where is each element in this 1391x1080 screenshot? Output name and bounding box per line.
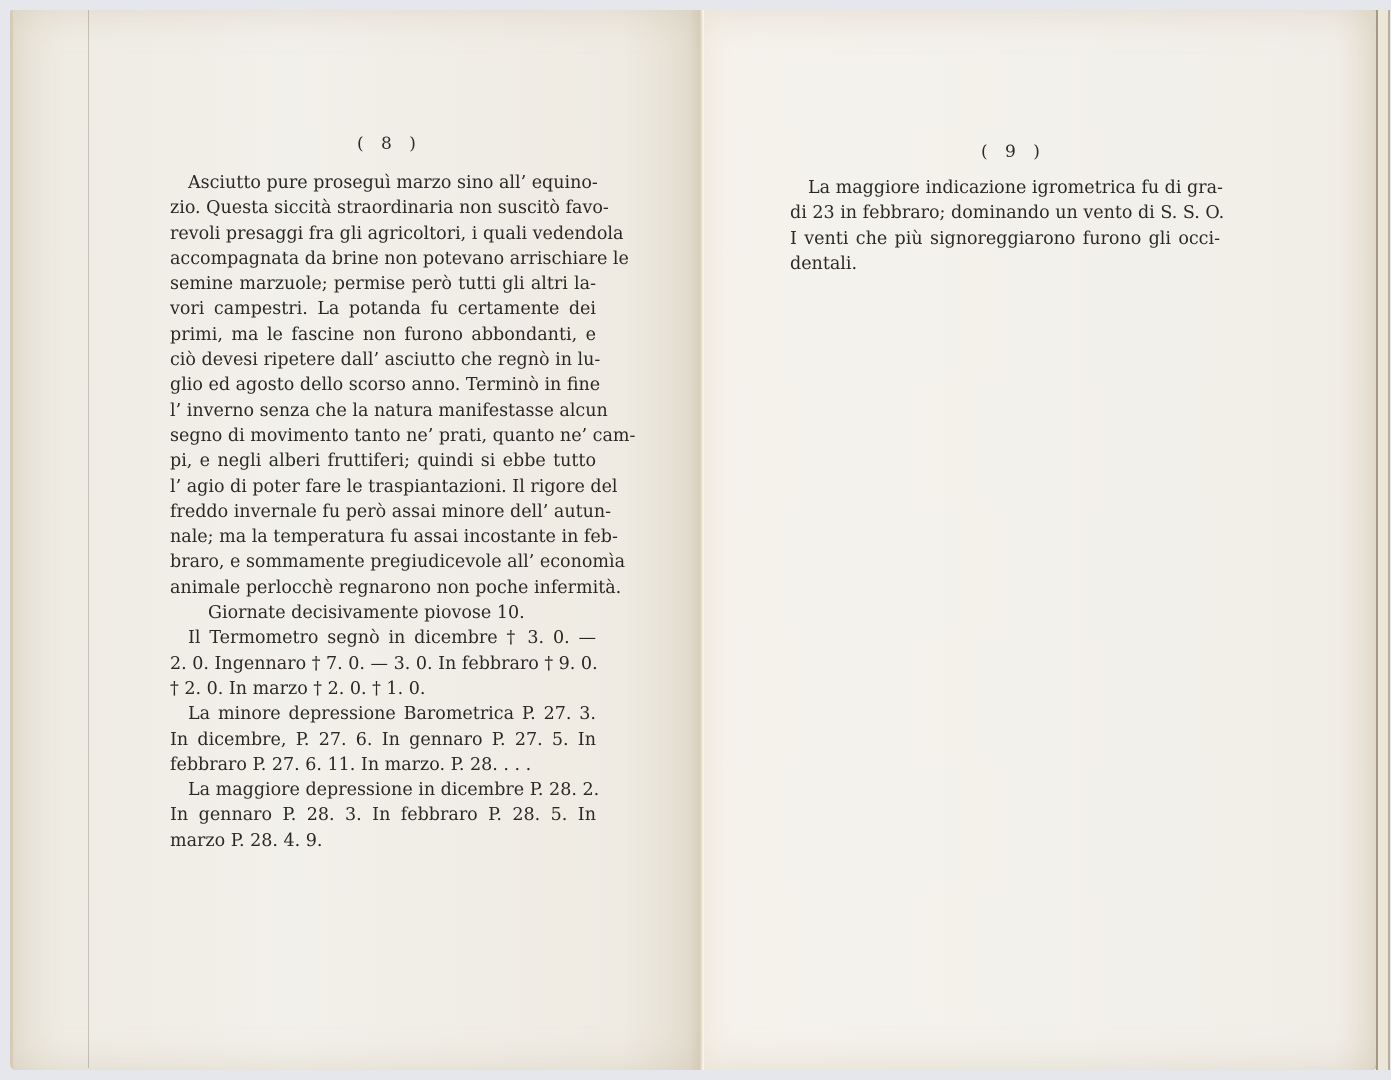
text-line: l’ agio di poter fare le traspiantazioni. Il rigore del [170, 476, 618, 497]
text-line: I venti che più signoreggiarono furono gli occi- [790, 228, 1220, 249]
right-page [704, 10, 1377, 1070]
text-line: vori campestri. La potanda fu certamente dei [170, 299, 596, 320]
text-line: marzo P. 28. 4. 9. [170, 830, 323, 851]
text-line: primi, ma le fascine non furono abbondanti, e [170, 324, 596, 345]
text-line: accompagnata da brine non potevano arrischiare le [170, 248, 629, 269]
paragraph-barometer-maximum [170, 778, 600, 854]
text-line: La minore depressione Barometrica P. 27. 3. [188, 704, 596, 725]
paragraph-barometer-minimum [170, 702, 596, 778]
text-line: In dicembre, P. 27. 6. In gennaro P. 27. 5. In [170, 729, 596, 750]
text-line: In gennaro P. 28. 3. In febbraro P. 28. 5. In [170, 805, 596, 826]
text-line: La maggiore indicazione igrometrica fu di gra- [808, 178, 1223, 198]
text-line: nale; ma la temperatura fu assai incostante in feb- [170, 527, 618, 548]
text-line: braro, e sommamente pregiudicevole all’ economìa [170, 552, 626, 573]
text-line: pi, e negli alberi fruttiferi; quindi si ebbe tutto [170, 451, 596, 472]
paragraph-weather-narrative [170, 171, 636, 601]
text-line: Giornate decisivamente piovose 10. [208, 603, 525, 624]
left-page-number: ( 8 ) [357, 134, 422, 154]
text-line: Il Termometro segnò in dicembre † 3. 0. — [188, 628, 596, 649]
text-line: febbraro P. 27. 6. 11. In marzo. P. 28. . . . [170, 754, 532, 775]
paragraph-rainy-days [170, 601, 596, 626]
page-edges [1376, 10, 1390, 1070]
text-line: Asciutto pure proseguì marzo sino all’ equino- [188, 173, 598, 193]
text-line: † 2. 0. In marzo † 2. 0. † 1. 0. [170, 678, 426, 699]
text-line: 2. 0. Ingennaro † 7. 0. — 3. 0. In febbraro † 9. 0. [170, 653, 598, 674]
right-page-number: ( 9 ) [981, 142, 1046, 162]
paragraph-thermometer [170, 626, 596, 702]
text-line: zio. Questa siccità straordinaria non suscitò favo- [170, 198, 609, 219]
text-line: revoli presaggi fra gli agricoltori, i quali vedendola [170, 223, 624, 244]
text-line: glio ed agosto dello scorso anno. Terminò in fine [170, 375, 601, 396]
text-line: l’ inverno senza che la natura manifestasse alcun [170, 400, 608, 421]
text-line: semine marzuole; permise però tutti gli altri la- [170, 274, 596, 295]
left-page-text [170, 171, 636, 854]
paragraph-hygrometer-winds [790, 176, 1225, 277]
text-line: segno di movimento tanto ne’ prati, quanto ne’ cam- [170, 425, 636, 446]
text-line: dentali. [790, 253, 858, 274]
text-line: animale perlocchè regnarono non poche infermità. [170, 577, 622, 598]
text-line: ciò devesi ripetere dall’ asciutto che regnò in lu- [170, 350, 601, 371]
text-line: di 23 in febbraro; dominando un vento di S. S. O. [790, 203, 1225, 224]
left-page-fold-crease [88, 10, 89, 1068]
text-line: freddo invernale fu però assai minore dell’ autun- [170, 501, 612, 522]
right-page-text [790, 176, 1225, 277]
text-line: La maggiore depressione in dicembre P. 28. 2. [188, 780, 600, 801]
